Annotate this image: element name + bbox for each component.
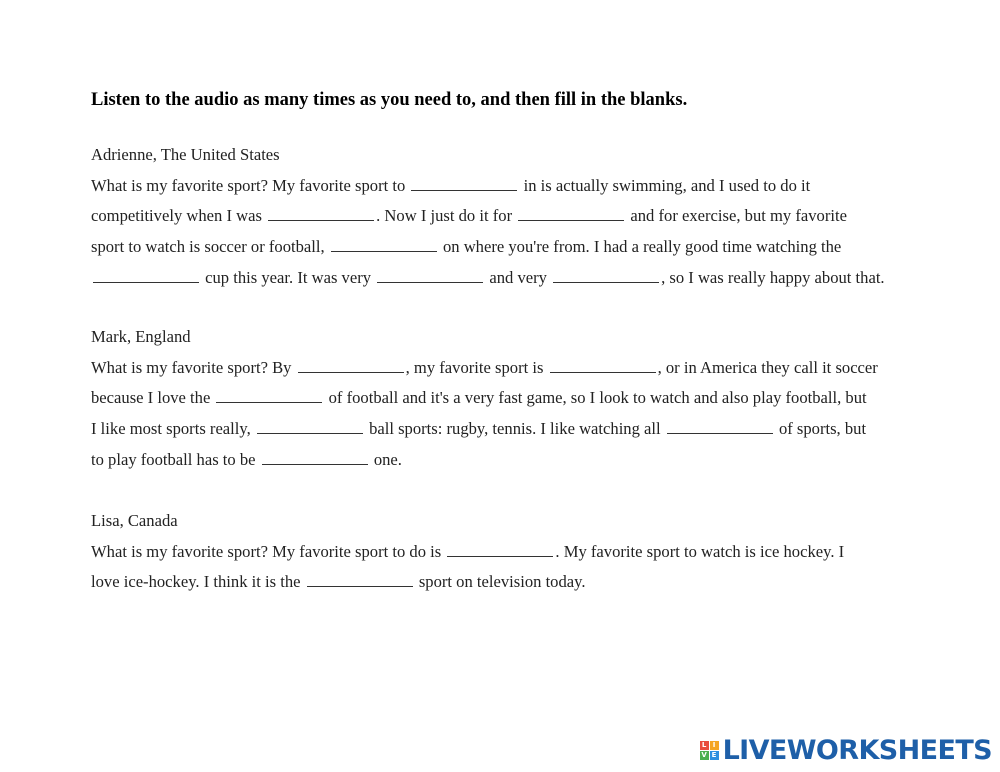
speaker-name: Lisa, Canada — [91, 511, 178, 530]
text-segment: of sports, but — [774, 419, 867, 439]
blank-answer-field[interactable] — [262, 447, 368, 465]
text-segment: competitively when I was — [91, 206, 267, 226]
text-segment: What is my favorite sport? My favorite sport to do is — [91, 541, 446, 561]
text-segment: of football and it's a very fast game, so I look to watch and also play football, but — [324, 388, 867, 408]
text-segment: I like most sports really, — [91, 419, 255, 439]
text-line — [91, 445, 921, 476]
text-segment: sport on television today. — [414, 572, 586, 592]
speaker-name: Adrienne, The United States — [91, 145, 280, 164]
text-line — [91, 171, 921, 202]
logo-text: LIVEWORKSHEETS — [722, 734, 992, 766]
blank-answer-field[interactable] — [447, 539, 553, 557]
text-segment: because I love the — [91, 388, 215, 408]
blank-answer-field[interactable] — [550, 355, 656, 373]
blank-answer-field[interactable] — [518, 203, 624, 221]
blank-answer-field[interactable] — [93, 265, 199, 283]
text-segment: and very — [485, 267, 552, 287]
blank-answer-field[interactable] — [411, 173, 517, 191]
blank-answer-field[interactable] — [331, 234, 437, 252]
text-segment: , my favorite sport is — [405, 357, 548, 377]
liveworksheets-mark-icon: L I V E — [700, 741, 719, 760]
blank-answer-field[interactable] — [553, 265, 659, 283]
blank-answer-field[interactable] — [268, 203, 374, 221]
text-segment: What is my favorite sport? My favorite sport to — [91, 175, 410, 195]
text-segment: ball sports: rugby, tennis. I like watching all — [364, 419, 665, 439]
blank-answer-field[interactable] — [307, 569, 413, 587]
blank-answer-field[interactable] — [257, 416, 363, 434]
section-adrienne — [91, 140, 921, 293]
section-lisa — [91, 506, 921, 598]
text-segment: . My favorite sport to watch is ice hockey. I — [555, 541, 845, 561]
liveworksheets-logo — [700, 734, 992, 766]
text-segment: sport to watch is soccer or football, — [91, 237, 329, 257]
instruction-heading: Listen to the audio as many times as you need to, and then fill in the blanks. — [91, 90, 688, 110]
text-line — [91, 353, 921, 384]
text-line — [91, 263, 921, 294]
text-segment: one. — [369, 449, 402, 469]
text-line — [91, 201, 921, 232]
text-line — [91, 414, 921, 445]
text-segment: What is my favorite sport? By — [91, 357, 296, 377]
text-segment: and for exercise, but my favorite — [626, 206, 847, 226]
text-segment: love ice-hockey. I think it is the — [91, 572, 305, 592]
text-line — [91, 232, 921, 263]
text-segment: cup this year. It was very — [201, 267, 376, 287]
text-line — [91, 567, 921, 598]
text-segment: . Now I just do it for — [376, 206, 517, 226]
text-segment: in is actually swimming, and I used to do it — [519, 175, 811, 195]
text-segment: on where you're from. I had a really good time watching the — [438, 237, 842, 257]
section-mark — [91, 322, 921, 475]
blank-answer-field[interactable] — [377, 265, 483, 283]
text-segment: , or in America they call it soccer — [657, 357, 878, 377]
blank-answer-field[interactable] — [667, 416, 773, 434]
text-segment: , so I was really happy about that. — [661, 267, 885, 287]
text-line — [91, 383, 921, 414]
speaker-name: Mark, England — [91, 327, 191, 346]
blank-answer-field[interactable] — [298, 355, 404, 373]
text-line — [91, 537, 921, 568]
text-segment: to play football has to be — [91, 449, 260, 469]
blank-answer-field[interactable] — [216, 385, 322, 403]
